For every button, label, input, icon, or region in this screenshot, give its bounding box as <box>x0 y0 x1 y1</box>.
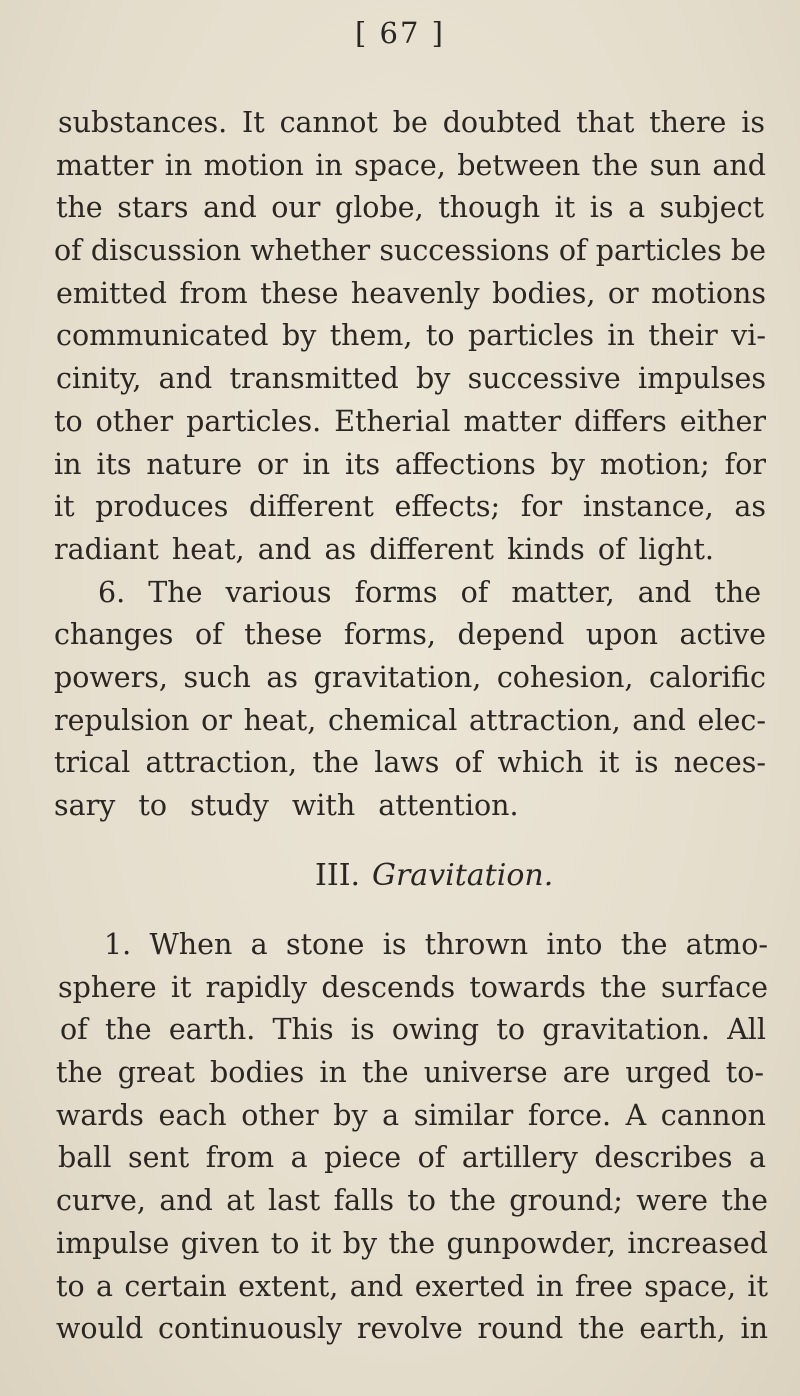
text-line: the stars and our globe, though it is a subject <box>56 191 764 225</box>
text-line: sphere it rapidly descends towards the surface <box>58 970 768 1004</box>
text-line: cinity, and transmitted by successive impulses <box>56 362 766 396</box>
text-line: would continuously revolve round the earth, in <box>56 1312 768 1346</box>
text-line: of the earth. This is owing to gravitation. All <box>60 1013 766 1047</box>
page-number: [ 67 ] <box>355 16 445 50</box>
text-line: emitted from these heavenly bodies, or motions <box>56 276 766 310</box>
text-line: to a certain extent, and exerted in free space, it <box>56 1269 768 1303</box>
text-line: in its nature or in its affections by motion; for <box>54 447 766 481</box>
section-title: Gravitation. <box>372 858 554 893</box>
text-line: powers, such as gravitation, cohesion, calorific <box>54 660 766 694</box>
text-line: impulse given to it by the gunpowder, increased <box>56 1226 768 1260</box>
text-line: substances. It cannot be doubted that there is <box>58 106 765 139</box>
text-line: to other particles. Etherial matter differs either <box>54 404 766 438</box>
section-text-block <box>0 924 800 1351</box>
text-line: of discussion whether successions of particles be <box>54 234 766 268</box>
text-line: curve, and at last falls to the ground; were the <box>56 1184 768 1218</box>
text-line: wards each other by a similar force. A cannon <box>56 1098 766 1132</box>
text-line: communicated by them, to particles in their vi- <box>56 319 766 353</box>
text-line: sary to study with attention. <box>54 789 519 822</box>
text-line: the great bodies in the universe are urged to- <box>56 1056 764 1090</box>
text-line: ball sent from a piece of artillery describes a <box>58 1141 766 1175</box>
text-line: matter in motion in space, between the sun and <box>56 148 766 182</box>
section-numeral: III. <box>315 858 361 893</box>
text-line: trical attraction, the laws of which it is neces- <box>54 746 766 780</box>
text-line: radiant heat, and as different kinds of light. <box>54 532 714 566</box>
text-line: it produces different effects; for instance, as <box>54 490 766 524</box>
text-line: repulsion or heat, chemical attraction, and elec- <box>54 703 766 737</box>
text-line: 1. When a stone is thrown into the atmo- <box>104 928 768 961</box>
text-line: 6. The various forms of matter, and the <box>98 575 762 609</box>
body-text-block <box>0 102 800 828</box>
text-line: changes of these forms, depend upon active <box>54 618 766 652</box>
